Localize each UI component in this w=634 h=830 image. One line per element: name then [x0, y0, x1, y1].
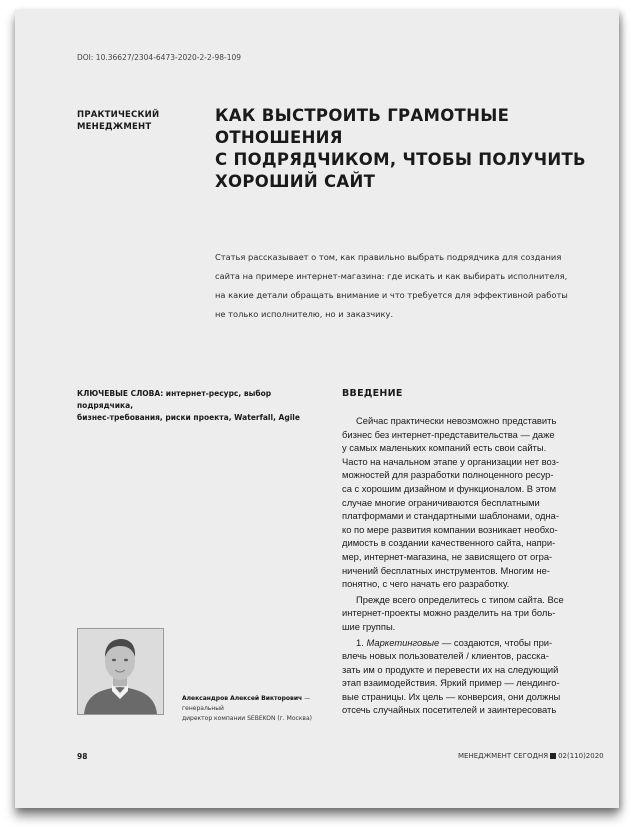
journal-footer [458, 752, 604, 760]
square-separator-icon [550, 753, 556, 759]
section-label-line: МЕНЕДЖМЕНТ [77, 122, 152, 132]
section-label-line: ПРАКТИЧЕСКИЙ [77, 110, 160, 120]
text-line: интернет-проекты можно разделить на три боль- [342, 607, 556, 619]
text-line: этап взаимодействия. Яркий пример — лендинго- [342, 677, 560, 689]
intro-body [342, 414, 600, 717]
text-line: бизнес без интернет-представительства — даже [342, 428, 555, 440]
article-title-line: ХОРОШИЙ САЙТ [215, 172, 376, 191]
article-title [215, 105, 595, 193]
list-term: Маркетинговые [366, 636, 440, 648]
author-photo [77, 628, 164, 715]
author-name: Александров Алексей Викторович [182, 695, 303, 702]
paragraph [342, 593, 600, 634]
text-line: димость в создании качественного сайта, напри- [342, 537, 556, 549]
text-line: случае многие ограничиваются бесплатными [342, 496, 540, 508]
text-line: шие группы. [342, 620, 396, 632]
abstract [215, 248, 595, 324]
abstract-line: не только исполнителю, но и заказчику. [215, 309, 394, 319]
journal-name: МЕНЕДЖМЕНТ СЕГОДНЯ [458, 752, 549, 760]
page-number: 98 [77, 752, 88, 761]
text-line: ко по мере развития компании возникает необхо- [342, 523, 558, 535]
doi: DOI: 10.36627/2304-6473-2020-2-2-98-109 [77, 53, 242, 62]
text-line: са с хорошим дизайном и функционалом. В этом [342, 482, 557, 494]
text-line: — создаются, чтобы при- [439, 636, 553, 648]
text-line: отсечь случайных посетителей и заинтересовать [342, 704, 557, 716]
text-line: Часто на начальном этапе у организации нет воз- [342, 455, 560, 467]
author-caption [182, 694, 332, 724]
text-line: ничений бесплатных инструментов. Многим не- [342, 564, 550, 576]
text-line: можностей для разработки полноценного ресур- [342, 469, 554, 481]
text-line: понятно, с чего начать его разработку. [342, 578, 510, 590]
journal-issue: 02(110)2020 [558, 752, 604, 760]
author-portrait-icon [78, 629, 163, 714]
article-title-line: С ПОДРЯДЧИКОМ, ЧТОБЫ ПОЛУЧИТЬ [215, 150, 586, 169]
author-role: — генеральный [182, 695, 311, 712]
journal-page [15, 10, 619, 808]
list-number: 1. [356, 636, 364, 648]
text-line: у самых маленьких компаний есть свои сайты. [342, 442, 547, 454]
keywords [77, 388, 327, 424]
keywords-line: КЛЮЧЕВЫЕ СЛОВА: интернет-ресурс, выбор подрядчика, [77, 389, 272, 410]
abstract-line: Статья рассказывает о том, как правильно выбрать подрядчика для создания [215, 252, 562, 262]
list-item [342, 636, 600, 718]
author-role: директор компании SEBEKON (г. Москва) [182, 715, 312, 722]
abstract-line: сайта на примере интернет-магазина: где искать и как выбирать исполнителя, [215, 271, 568, 281]
intro-heading: ВВЕДЕНИЕ [342, 388, 403, 399]
paragraph [342, 414, 600, 591]
text-line: Прежде всего определитесь с типом сайта. Все [356, 593, 564, 605]
text-line: зать им о продукте и перевести их на следующий [342, 663, 559, 675]
text-line: платформами и стандартными шаблонами, одна- [342, 510, 559, 522]
keywords-line: бизнес-требования, риски проекта, Waterfall, Agile [77, 413, 300, 422]
abstract-line: на какие детали обращать внимание и что требуется для эффективной работы [215, 290, 568, 300]
article-title-line: КАК ВЫСТРОИТЬ ГРАМОТНЫЕ ОТНОШЕНИЯ [215, 106, 510, 147]
text-line: мер, интернет-магазина, не зависящего от огра- [342, 550, 553, 562]
text-line: вые страницы. Их цель — конверсия, они должны [342, 690, 561, 702]
text-line: влечь новых пользователей / клиентов, расска- [342, 650, 549, 662]
section-label [77, 109, 197, 133]
text-line: Сейчас практически невозможно представить [356, 415, 557, 426]
